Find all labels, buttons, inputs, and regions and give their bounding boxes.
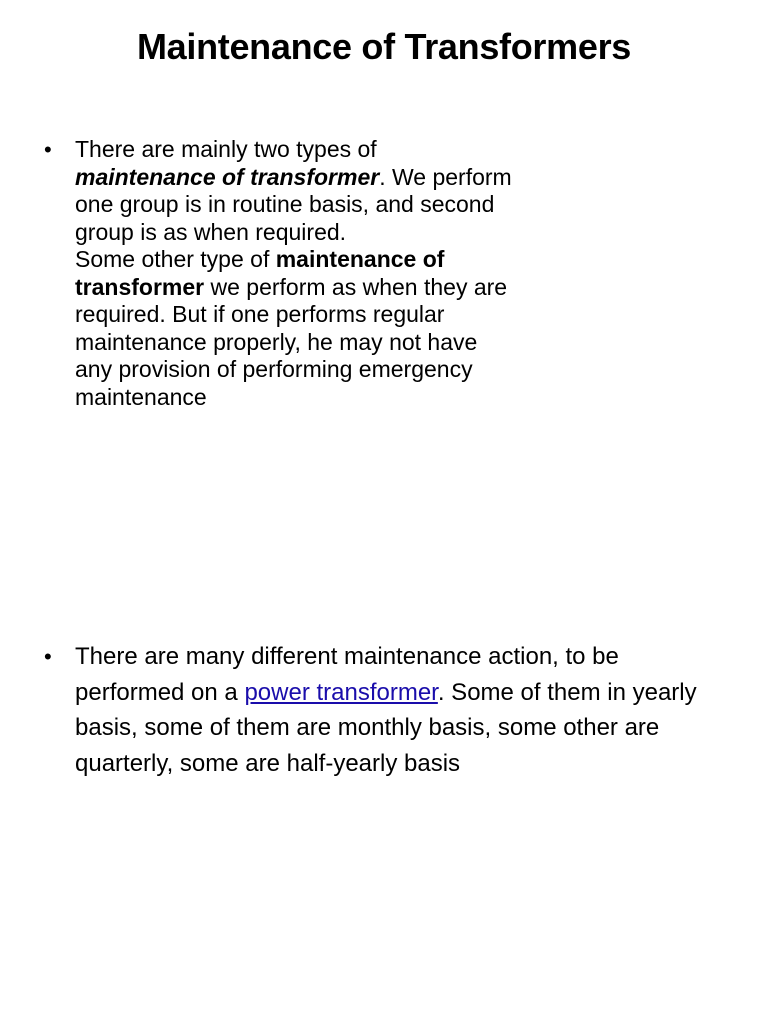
power-transformer-link[interactable]: power transformer <box>244 678 438 706</box>
text-run: . We perform one group is in routine basis, and second group is as when required. <box>75 163 512 245</box>
text-run: There are mainly two types of <box>75 136 377 162</box>
bullet-paragraph <box>75 136 514 246</box>
slide-title: Maintenance of Transformers <box>136 26 632 67</box>
bullet-text <box>75 136 514 411</box>
text-run: Some other type of <box>75 246 276 272</box>
text-run: we perform as when they are required. But if one performs regular maintenance properly, he may not have any provision of performing emergency maintenance <box>75 273 508 410</box>
bullet-item-actions <box>44 639 734 781</box>
bullet-icon: • <box>44 137 52 162</box>
bullet-icon: • <box>44 644 52 669</box>
bullet-paragraph <box>75 246 514 411</box>
text-run: . Some of them in yearly basis, some of them are monthly basis, some other are quarterly, some are half-yearly basis <box>75 678 697 777</box>
text-run: There are many different maintenance action, to be performed on a <box>75 643 619 706</box>
bullet-text <box>75 639 734 781</box>
bullet-item-types <box>44 136 514 411</box>
emphasis-text: maintenance of transformer <box>75 163 380 190</box>
bold-text: maintenance of transformer <box>75 246 445 300</box>
